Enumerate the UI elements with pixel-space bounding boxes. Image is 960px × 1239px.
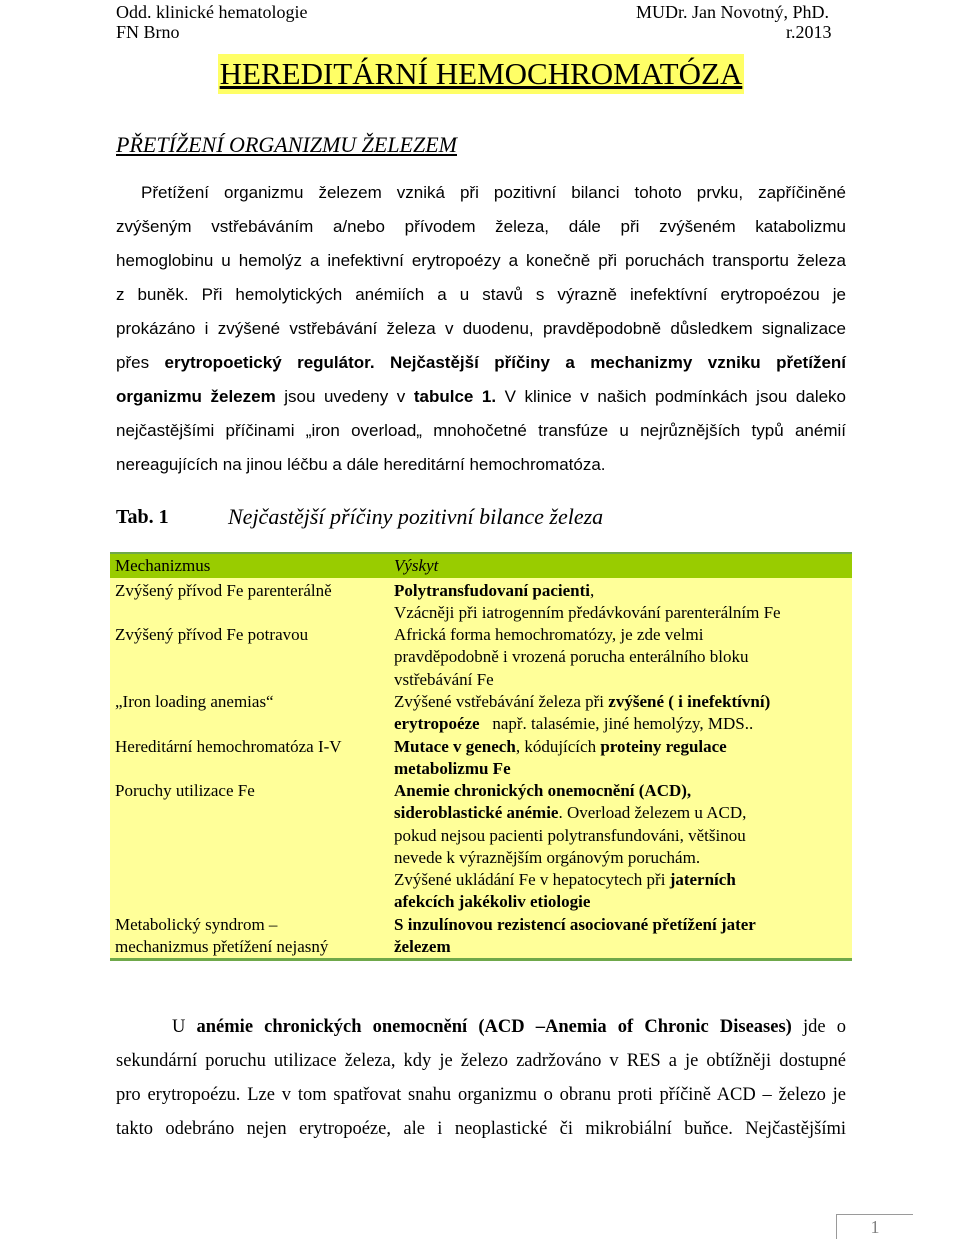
cell-line xyxy=(394,869,849,891)
bold-text: proteiny regulace xyxy=(600,737,727,756)
table-cell-mechanism: Poruchy utilizace Fe xyxy=(115,781,255,800)
text-run: , kódujících xyxy=(515,737,601,756)
cell-line xyxy=(394,758,849,780)
bold-text: S inzulínovou rezistencí asociované přetížení jater xyxy=(394,915,756,934)
paragraph-line: zvýšeným vstřebáváním a/nebo přívodem železa, dále při zvýšeném katabolizmu xyxy=(116,217,846,236)
cell-line: Vzácněji při iatrogenním předávkování parenterálním Fe xyxy=(394,603,781,623)
cell-line xyxy=(394,891,849,913)
text-run: např. talasémie, jiné hemolýzy, MDS.. xyxy=(479,714,754,734)
table-cell-mechanism: „Iron loading anemias“ xyxy=(115,692,274,711)
paragraph-line: prokázáno i zvýšené vstřebávání železa v duodenu, pravděpodobně důsledkem signalizace xyxy=(116,319,846,338)
header-hospital: FN Brno xyxy=(116,22,180,42)
text-run: přes xyxy=(116,353,165,372)
paragraph-line: hemoglobinu u hemolýz a inefektivní erytropoézy a konečně při poruchách transportu železa xyxy=(116,251,846,270)
text-run: jde o xyxy=(791,1017,846,1037)
paragraph-line: sekundární poruchu utilizace železa, kdy je železo zadržováno v RES a je obtížněji dostupné xyxy=(116,1051,846,1071)
document-title: HEREDITÁRNÍ HEMOCHROMATÓZA xyxy=(219,56,743,91)
header-department: Odd. klinické hematologie xyxy=(116,2,308,22)
bold-text: jaterních xyxy=(669,870,736,890)
page-number: 1 xyxy=(836,1214,913,1239)
bold-text: zvýšené ( i inefektívní) xyxy=(608,692,771,711)
header-year: r.2013 xyxy=(786,22,832,42)
bold-text: Polytransfudovaní pacienti xyxy=(394,581,590,600)
table-cell-occurrence xyxy=(394,736,849,781)
bold-text: metabolizmu Fe xyxy=(394,759,511,779)
paragraph-line xyxy=(116,1010,846,1044)
cell-line xyxy=(394,691,849,713)
table-cell-occurrence xyxy=(394,691,849,736)
table-cell-occurrence xyxy=(394,780,849,914)
cell-line xyxy=(394,580,849,602)
bold-text: sideroblastické anémie xyxy=(394,803,559,823)
text-run: Při hemolytických anémiích a u stavů s výrazně inefektívní erytropoézou je xyxy=(201,285,846,304)
table-cell-occurrence xyxy=(394,580,849,625)
paragraph-line xyxy=(116,346,846,380)
table-header-occurrence: Výskyt xyxy=(394,556,439,575)
paragraph-line: nereagujících na jinou léčbu a dále hereditární hemochromatóza. xyxy=(116,455,606,474)
cell-line xyxy=(394,780,849,802)
bold-text: železem xyxy=(394,937,451,957)
text-run: Zvýšené ukládání Fe v hepatocytech při xyxy=(394,870,670,890)
section-subtitle: PŘETÍŽENÍ ORGANIZMU ŽELEZEM xyxy=(116,132,457,157)
paragraph-line: pro erytropoézu. Lze v tom spatřovat snahu organizmu o obranu proti příčině ACD – železo je xyxy=(116,1085,846,1105)
paragraph-line xyxy=(116,380,846,414)
bold-text: Mutace v genech xyxy=(394,737,516,756)
intro-paragraph xyxy=(116,176,846,482)
paragraph-line: Přetížení organizmu železem vzniká při pozitivní bilanci tohoto prvku, zapříčiněné xyxy=(141,183,846,202)
table-cell-mechanism: Zvýšený přívod Fe potravou xyxy=(115,625,309,644)
cell-line xyxy=(394,736,849,758)
text-run: U xyxy=(172,1017,197,1037)
bold-text: Anemie chronických onemocnění (ACD), xyxy=(394,781,692,800)
cell-line: Africká forma hemochromatózy, je zde velmi xyxy=(394,625,704,644)
cell-line: mechanizmus přetížení nejasný xyxy=(115,937,329,957)
bold-text: afekcích jakékoliv etiologie xyxy=(394,892,591,912)
text-run: , xyxy=(590,581,595,600)
paragraph-line xyxy=(116,278,846,312)
table-cell-mechanism xyxy=(115,914,380,959)
cell-line: pokud nejsou pacienti polytransfundováni, většinou xyxy=(394,825,746,845)
bold-text: erytropoetický regulátor. xyxy=(164,353,375,372)
cell-line xyxy=(394,914,849,936)
text-run: . Overload železem u ACD, xyxy=(558,803,747,823)
table-cell-occurrence xyxy=(394,624,849,691)
bold-text: erytropoéze xyxy=(394,714,480,734)
bold-text: Nejčastější příčiny a mechanizmy vzniku přetížení xyxy=(374,353,847,372)
text-run: jsou uvedeny v xyxy=(275,387,414,406)
cell-line: nevede k výraznějším orgánovým poruchám. xyxy=(394,847,701,867)
paragraph-line: takto odebráno nejen erytropoéze, ale i neoplastické či mikrobiální buňce. Nejčastějšími xyxy=(116,1119,846,1139)
bold-text: tabulce 1. xyxy=(413,387,497,406)
bold-text: anémie chronických onemocnění (ACD –Anemia of Chronic Diseases) xyxy=(196,1017,792,1037)
text-run: z buněk. xyxy=(116,285,202,304)
acd-paragraph xyxy=(116,1010,846,1146)
cell-line xyxy=(394,713,849,735)
text-run: Zvýšené vstřebávání železa při xyxy=(394,692,609,711)
header-author: MUDr. Jan Novotný, PhD. xyxy=(636,2,830,22)
cell-line: pravděpodobně i vrozená porucha enterálního bloku xyxy=(394,647,749,667)
table-cell-mechanism: Hereditární hemochromatóza I-V xyxy=(115,737,342,756)
table-label: Tab. 1 xyxy=(116,506,169,528)
cell-line: vstřebávání Fe xyxy=(394,669,494,689)
table-cell-occurrence xyxy=(394,914,849,959)
cell-line xyxy=(394,936,849,958)
table-header-mechanism: Mechanizmus xyxy=(115,556,211,575)
table-title: Nejčastější příčiny pozitivní bilance železa xyxy=(228,504,604,529)
table-cell-mechanism: Zvýšený přívod Fe parenterálně xyxy=(115,581,332,600)
text-run: V klinice v našich podmínkách jsou daleko xyxy=(496,387,847,406)
bold-text: organizmu železem xyxy=(116,387,276,406)
cell-line xyxy=(394,802,849,824)
paragraph-line: nejčastějšími příčinami „iron overload„ mnohočetné transfúze u nejrůznějších typů anémií xyxy=(116,421,846,440)
cell-line: Metabolický syndrom – xyxy=(115,915,278,934)
